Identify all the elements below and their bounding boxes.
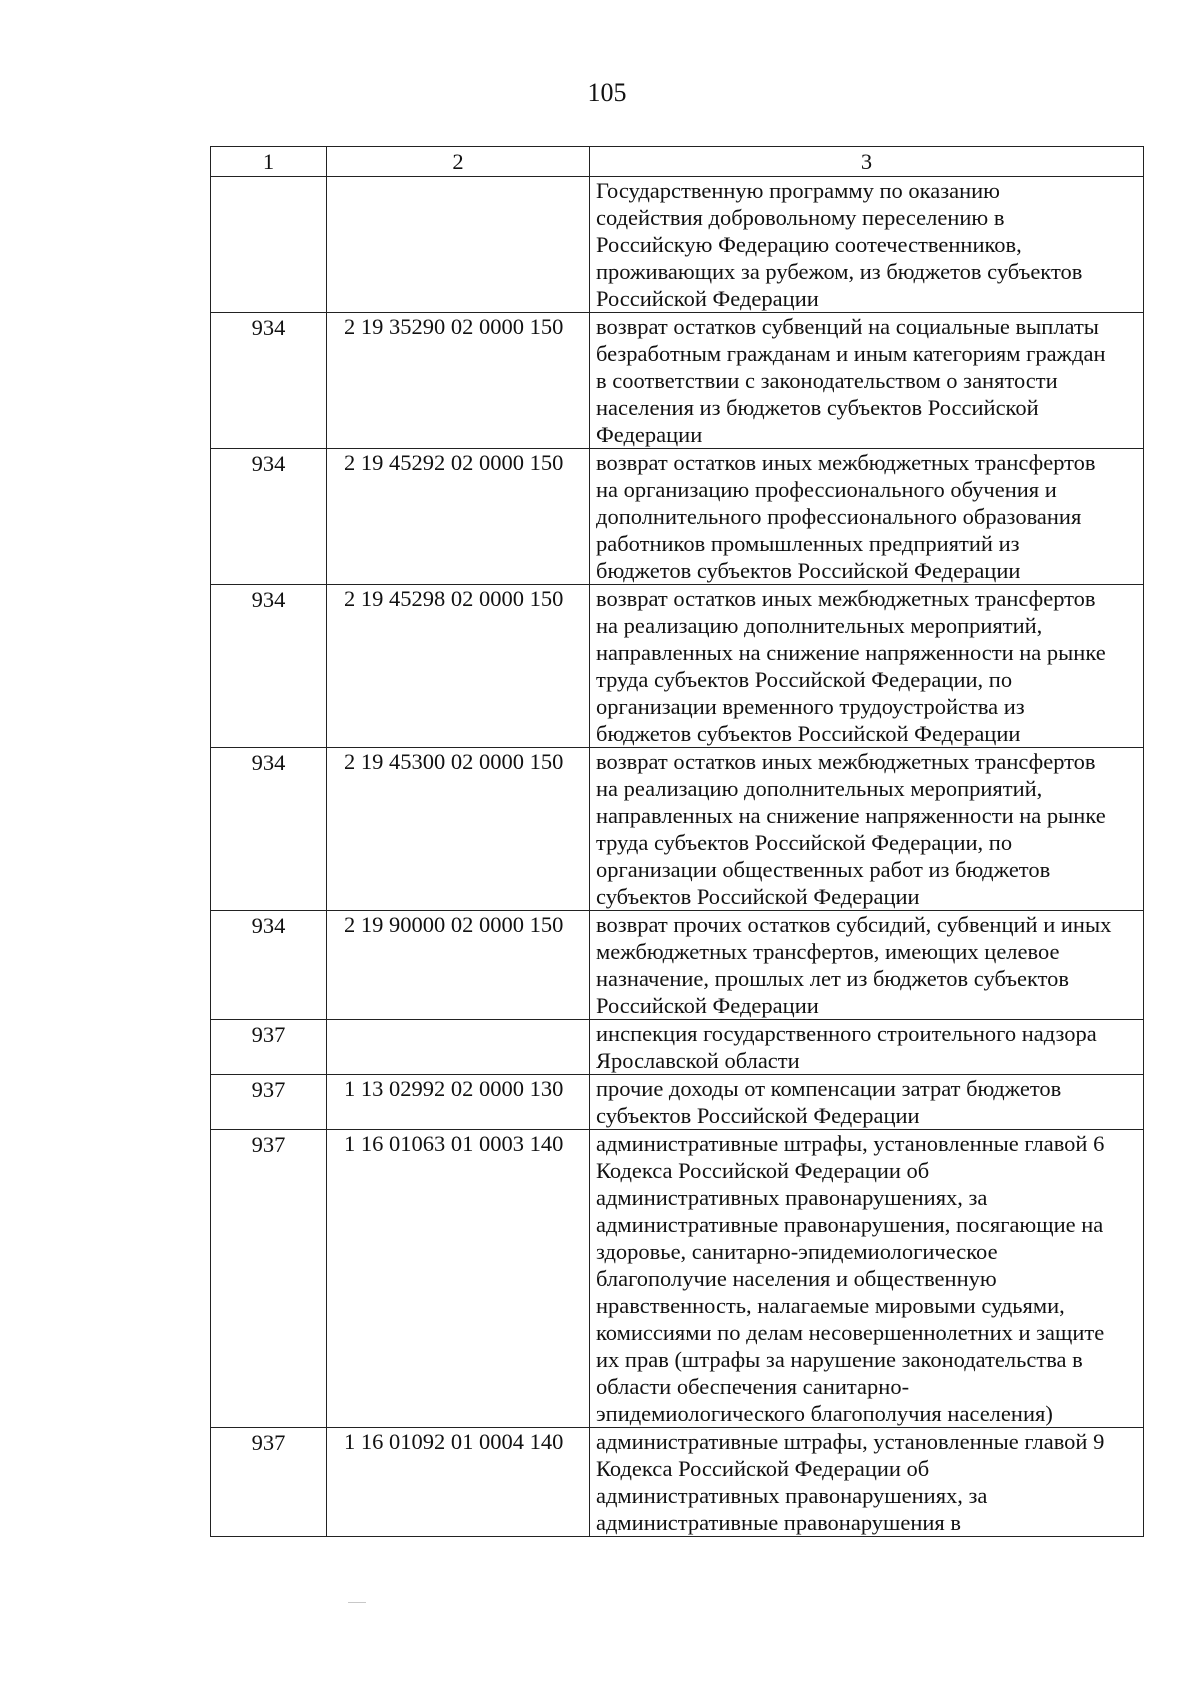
description-line: организации общественных работ из бюджетов bbox=[596, 857, 1051, 882]
row-budget-code: 2 19 45298 02 0000 150 bbox=[327, 585, 590, 748]
description-line: их прав (штрафы за нарушение законодательства в bbox=[596, 1347, 1083, 1372]
description-line: Кодекса Российской Федерации об bbox=[596, 1456, 930, 1481]
description-line: субъектов Российской Федерации bbox=[596, 1103, 920, 1128]
row-admin-code: 934 bbox=[211, 313, 327, 449]
description-line: труда субъектов Российской Федерации, по bbox=[596, 830, 1013, 855]
row-admin-code: 934 bbox=[211, 748, 327, 911]
row-budget-code: 2 19 45300 02 0000 150 bbox=[327, 748, 590, 911]
description-line: населения из бюджетов субъектов Российской bbox=[596, 395, 1039, 420]
description-line: на организацию профессионального обучения и bbox=[596, 477, 1057, 502]
description-line: субъектов Российской Федерации bbox=[596, 884, 920, 909]
description-line: здоровье, санитарно-эпидемиологическое bbox=[596, 1239, 998, 1264]
description-line: содействия добровольному переселению в bbox=[596, 205, 1005, 230]
description-line: административных правонарушениях, за bbox=[596, 1185, 988, 1210]
row-description bbox=[590, 177, 1144, 313]
table-row bbox=[211, 585, 1144, 748]
table-row bbox=[211, 1020, 1144, 1075]
row-budget-code bbox=[327, 1020, 590, 1075]
description-line: на реализацию дополнительных мероприятий, bbox=[596, 776, 1043, 801]
table-row bbox=[211, 748, 1144, 911]
description-line: бюджетов субъектов Российской Федерации bbox=[596, 558, 1021, 583]
description-line: в соответствии с законодательством о занятости bbox=[596, 368, 1058, 393]
header-col-2: 2 bbox=[327, 147, 590, 177]
row-description bbox=[590, 449, 1144, 585]
description-line: эпидемиологического благополучия населения) bbox=[596, 1401, 1053, 1426]
row-budget-code: 1 16 01063 01 0003 140 bbox=[327, 1130, 590, 1428]
description-line: возврат остатков иных межбюджетных трансфертов bbox=[596, 450, 1096, 475]
description-line: административные штрафы, установленные главой 9 bbox=[596, 1429, 1105, 1454]
row-budget-code: 2 19 90000 02 0000 150 bbox=[327, 911, 590, 1020]
page-number: 105 bbox=[587, 78, 627, 107]
table-row bbox=[211, 1075, 1144, 1130]
description-line: возврат прочих остатков субсидий, субвенций и иных bbox=[596, 912, 1112, 937]
description-line: Российскую Федерацию соотечественников, bbox=[596, 232, 1022, 257]
table-body bbox=[211, 147, 1144, 1537]
description-line: прочие доходы от компенсации затрат бюджетов bbox=[596, 1076, 1062, 1101]
description-line: направленных на снижение напряженности на рынке bbox=[596, 640, 1106, 665]
description-line: дополнительного профессионального образования bbox=[596, 504, 1082, 529]
description-line: межбюджетных трансфертов, имеющих целевое bbox=[596, 939, 1060, 964]
description-line: Российской Федерации bbox=[596, 286, 819, 311]
row-description bbox=[590, 1428, 1144, 1537]
description-line: на реализацию дополнительных мероприятий, bbox=[596, 613, 1043, 638]
row-description bbox=[590, 1020, 1144, 1075]
description-line: безработным гражданам и иным категориям граждан bbox=[596, 341, 1106, 366]
table-row bbox=[211, 911, 1144, 1020]
row-admin-code: 934 bbox=[211, 585, 327, 748]
description-line: возврат остатков иных межбюджетных трансфертов bbox=[596, 749, 1096, 774]
description-line: административные штрафы, установленные главой 6 bbox=[596, 1131, 1105, 1156]
row-description bbox=[590, 1130, 1144, 1428]
row-description bbox=[590, 1075, 1144, 1130]
scan-mark bbox=[348, 1602, 366, 1603]
row-description bbox=[590, 585, 1144, 748]
row-budget-code: 2 19 35290 02 0000 150 bbox=[327, 313, 590, 449]
description-line: направленных на снижение напряженности на рынке bbox=[596, 803, 1106, 828]
table-header-row bbox=[211, 147, 1144, 177]
description-line: области обеспечения санитарно- bbox=[596, 1374, 910, 1399]
description-line: инспекция государственного строительного надзора bbox=[596, 1021, 1097, 1046]
description-line: возврат остатков субвенций на социальные выплаты bbox=[596, 314, 1099, 339]
row-budget-code: 1 13 02992 02 0000 130 bbox=[327, 1075, 590, 1130]
description-line: организации временного трудоустройства из bbox=[596, 694, 1025, 719]
description-line: комиссиями по делам несовершеннолетних и защите bbox=[596, 1320, 1105, 1345]
description-line: Кодекса Российской Федерации об bbox=[596, 1158, 930, 1183]
description-line: Государственную программу по оказанию bbox=[596, 178, 1000, 203]
header-col-3: 3 bbox=[590, 147, 1144, 177]
description-line: проживающих за рубежом, из бюджетов субъектов bbox=[596, 259, 1083, 284]
header-col-1: 1 bbox=[211, 147, 327, 177]
table-row bbox=[211, 313, 1144, 449]
description-line: административных правонарушениях, за bbox=[596, 1483, 988, 1508]
row-admin-code: 937 bbox=[211, 1130, 327, 1428]
description-line: труда субъектов Российской Федерации, по bbox=[596, 667, 1013, 692]
table-row bbox=[211, 449, 1144, 585]
row-budget-code: 2 19 45292 02 0000 150 bbox=[327, 449, 590, 585]
description-line: Российской Федерации bbox=[596, 993, 819, 1018]
row-description bbox=[590, 748, 1144, 911]
description-line: Ярославской области bbox=[596, 1048, 800, 1073]
row-budget-code: 1 16 01092 01 0004 140 bbox=[327, 1428, 590, 1537]
row-admin-code bbox=[211, 177, 327, 313]
description-line: назначение, прошлых лет из бюджетов субъектов bbox=[596, 966, 1070, 991]
table-row bbox=[211, 177, 1144, 313]
row-admin-code: 934 bbox=[211, 911, 327, 1020]
table-row bbox=[211, 1130, 1144, 1428]
description-line: благополучие населения и общественную bbox=[596, 1266, 997, 1291]
description-line: административные правонарушения в bbox=[596, 1510, 962, 1535]
row-description bbox=[590, 911, 1144, 1020]
description-line: бюджетов субъектов Российской Федерации bbox=[596, 721, 1021, 746]
row-description bbox=[590, 313, 1144, 449]
budget-codes-table bbox=[210, 146, 1144, 1537]
description-line: возврат остатков иных межбюджетных трансфертов bbox=[596, 586, 1096, 611]
description-line: Федерации bbox=[596, 422, 703, 447]
description-line: работников промышленных предприятий из bbox=[596, 531, 1020, 556]
row-admin-code: 937 bbox=[211, 1428, 327, 1537]
row-admin-code: 934 bbox=[211, 449, 327, 585]
row-budget-code bbox=[327, 177, 590, 313]
row-admin-code: 937 bbox=[211, 1020, 327, 1075]
description-line: нравственность, налагаемые мировыми судьями, bbox=[596, 1293, 1065, 1318]
row-admin-code: 937 bbox=[211, 1075, 327, 1130]
description-line: административные правонарушения, посягающие на bbox=[596, 1212, 1104, 1237]
table-row bbox=[211, 1428, 1144, 1537]
